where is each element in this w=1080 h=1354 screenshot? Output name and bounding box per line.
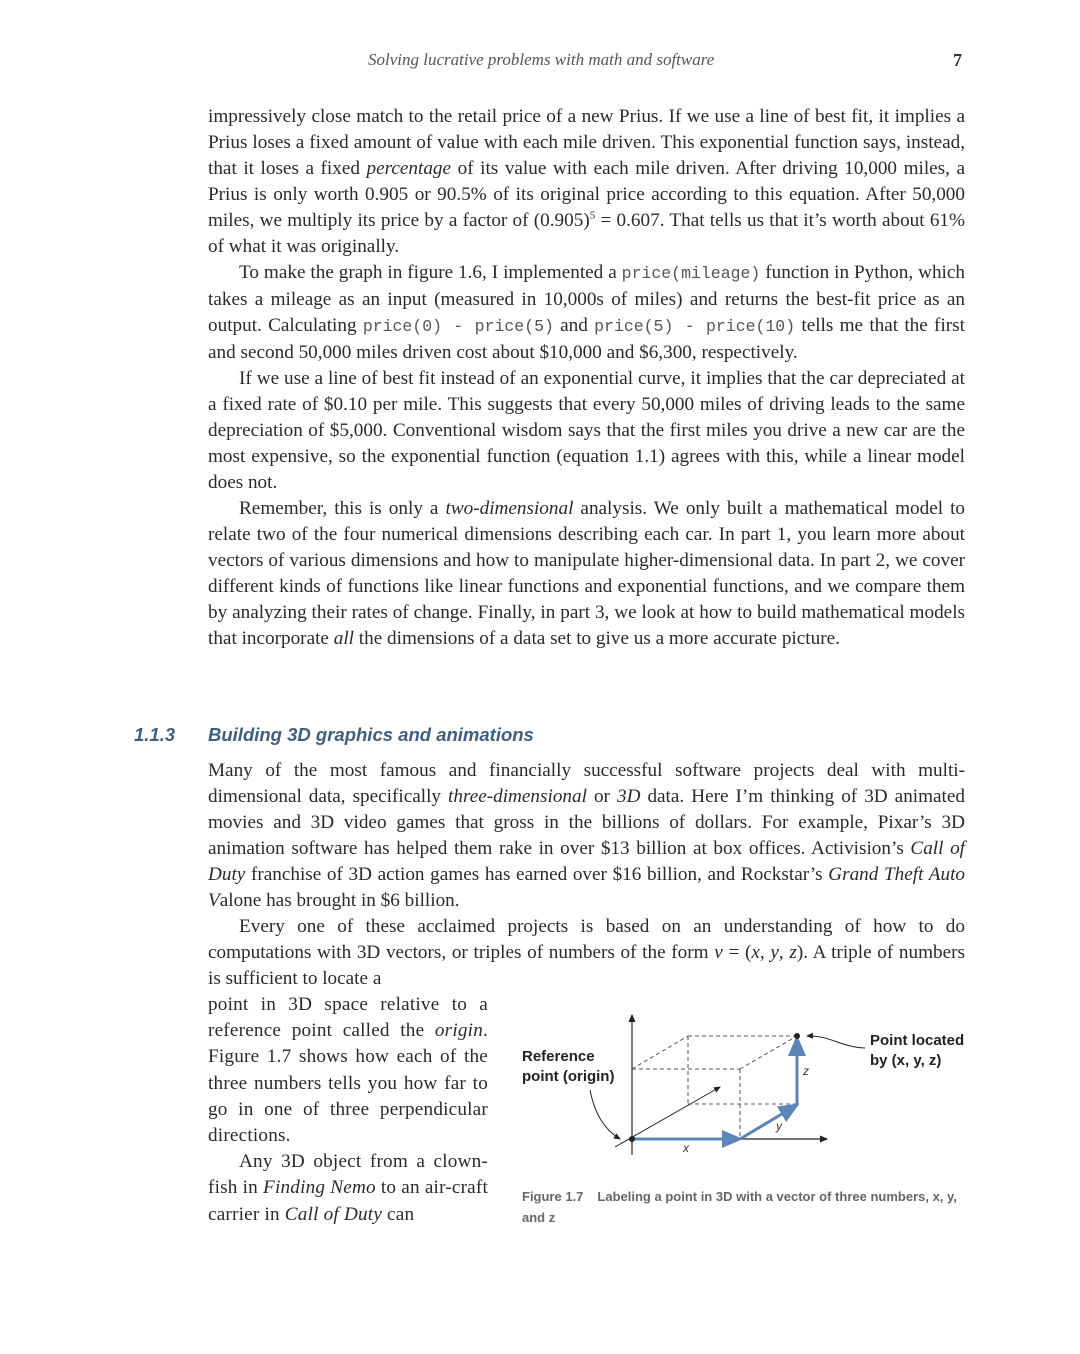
paragraph-two-dimensional: Remember, this is only a two-dimensional analysis. We only built a mathematical model to relate two of the four numerical dimensions describing each car. In part 1, you learn more about vectors of various dimensions and how to manipulate higher-dimensional data. In part 2, we cover different kinds of functions like linear functions and exponential functions, and we compare them by analyzing their rates of change. Finally, in part 3, we look at how to build mathematical models that incorporate all the dimensions of a data set to give us a more accurate picture. — [208, 498, 965, 649]
figure-caption — [522, 1186, 972, 1228]
running-header — [0, 50, 1080, 76]
page-number: 7 — [953, 50, 962, 70]
body-text-section — [208, 758, 965, 992]
caption-text: Labeling a point in 3D with a vector of three numbers, x, y, and z — [522, 1189, 957, 1225]
vector-y — [740, 1105, 797, 1139]
point-leader — [807, 1036, 865, 1048]
point-label: Point located by (x, y, z) — [870, 1032, 965, 1069]
section-heading — [134, 724, 534, 746]
code-price-5-10: price(5) - price(10) — [594, 317, 796, 336]
code-price-mileage: price(mileage) — [621, 264, 761, 283]
section-number: 1.1.3 — [134, 724, 176, 745]
y-label: y — [776, 1119, 782, 1133]
running-title: Solving lucrative problems with math and software — [368, 50, 715, 69]
target-point-dot — [794, 1033, 800, 1039]
paragraph-3d-projects: Many of the most famous and financially successful software projects deal with multi-dimensional data, specifically three-dimensional or 3D data. Here I’m thinking of 3D animated movies and 3D video games that gross in the billions of dollars. For example, Pixar’s 3D animation software has helped them rake in over $13 billion at box offices. Activision’s Call of Duty franchise of 3D action games has earned over $16 billion, and Rockstar’s Grand Theft Auto Valone has brought in $6 billion. — [208, 760, 966, 911]
figure-3d-point — [515, 1005, 975, 1165]
paragraph-origin: point in 3D space relative to a reference point called the origin. Figure 1.7 shows how each of the three numbers tells you how far to go in one of three perpendicular directions. — [208, 994, 488, 1147]
x-label: x — [683, 1141, 689, 1155]
body-text-narrow — [208, 992, 488, 1228]
body-text-top — [208, 104, 965, 652]
origin-leader — [590, 1090, 620, 1139]
paragraph-prius-exponential: impressively close match to the retail price of a new Prius. If we use a line of best fit, it implies a Prius loses a fixed amount of value with each mile driven. This exponential function says, instead, that it loses a fixed percentage of its value with each mile driven. After driving 10,000 miles, a Prius is only worth 0.905 or 90.5% of its original price according to this equation. After 50,000 miles, we multiply its price by a factor of $(0.905)^5 = 0.607$. That tells us that it’s worth about 61% of what it was originally. — [208, 106, 966, 257]
code-price-0-5: price(0) - price(5) — [362, 317, 554, 336]
paragraph-3d-objects: Any 3D object from a clown-fish in Finding Nemo to an air-craft carrier in Call of Duty can — [208, 1151, 489, 1225]
paragraph-3d-vectors: Every one of these acclaimed projects is based on an understanding of how to do computations with 3D vectors, or triples of numbers of the form v = (x, y, z). A triple of numbers is sufficient to locate a — [208, 916, 965, 989]
origin-label: Reference point (origin) — [522, 1048, 615, 1085]
paragraph-line-best-fit: If we use a line of best fit instead of an exponential curve, it implies that the car depreciated at a fixed rate of $0.10 per mile. This suggests that every 50,000 miles of driving leads to the same depreciation of $5,000. Conventional wisdom says that the first miles you drive a new car are the most expensive, so the exponential function (equation 1.1) agrees with this, while a linear model does not. — [208, 368, 965, 493]
paragraph-price-function: To make the graph in figure 1.6, I implemented a price(mileage) function in Python, which takes a mileage as an input (measured in 10,000s of miles) and returns the best-fit price as an output. Calculating price(0) - price(5) and price(5) - price(10) tells me that the first and second 50,000 miles driven cost about $10,000 and $6,300, respectively. — [208, 262, 965, 363]
origin-dot — [629, 1136, 635, 1142]
z-label: z — [803, 1064, 809, 1078]
section-title: Building 3D graphics and animations — [208, 724, 534, 745]
caption-number: Figure 1.7 — [522, 1189, 584, 1204]
